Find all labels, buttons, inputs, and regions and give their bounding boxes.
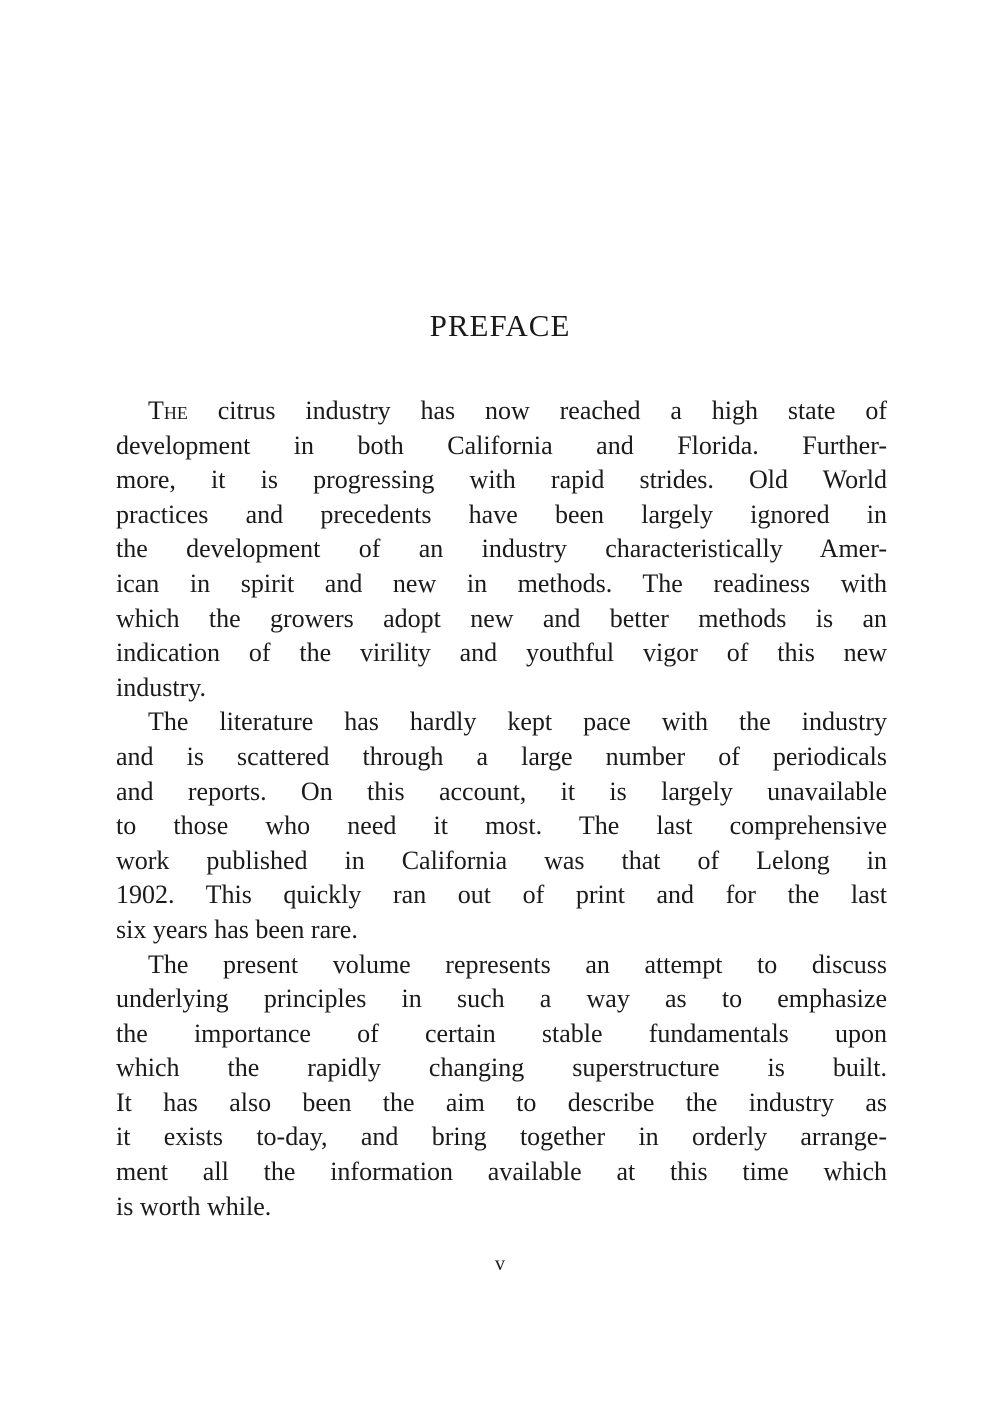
text-line: The literature has hardly kept pace with the industry [148, 707, 887, 737]
text-line: more, it is progressing with rapid strides. Old World [116, 465, 887, 495]
text-line-content: citrus industry has now reached a high state of [187, 396, 887, 425]
text-line: the importance of certain stable fundamentals upon [116, 1018, 887, 1048]
text-line: ican in spirit and new in methods. The readiness with [116, 568, 887, 598]
text-line: The present volume represents an attempt to discuss [148, 949, 887, 979]
text-line: it exists to-day, and bring together in orderly arrange- [116, 1122, 887, 1152]
text-line: which the growers adopt new and better methods is an [116, 603, 887, 633]
text-line: ment all the information available at this time which [116, 1157, 887, 1187]
text-line: to those who need it most. The last comprehensive [116, 811, 887, 841]
text-line: which the rapidly changing superstructure is built. [116, 1053, 887, 1083]
text-line: and reports. On this account, it is largely unavailable [116, 776, 887, 806]
preface-body [116, 394, 887, 1224]
text-line: 1902. This quickly ran out of print and for the last [116, 880, 887, 910]
lead-word: The [148, 396, 188, 425]
text-line: the development of an industry characteristically Amer- [116, 534, 887, 564]
paragraph-1 [116, 394, 887, 705]
paragraph-2 [116, 705, 887, 947]
text-line: six years has been rare. [116, 914, 358, 944]
text-line: indication of the virility and youthful vigor of this new [116, 638, 887, 668]
text-line: is worth while. [116, 1191, 272, 1221]
text-line: industry. [116, 672, 207, 702]
text-line: development in both California and Florida. Further- [116, 430, 887, 460]
text-line: underlying principles in such a way as to emphasize [116, 984, 887, 1014]
paragraph-3 [116, 948, 887, 1225]
page-title: PREFACE [429, 308, 571, 343]
text-line [116, 394, 887, 429]
text-line: practices and precedents have been largely ignored in [116, 499, 887, 529]
text-line: It has also been the aim to describe the industry as [116, 1087, 887, 1117]
text-line: and is scattered through a large number of periodicals [116, 741, 887, 771]
text-line: work published in California was that of Lelong in [116, 845, 887, 875]
page-number: v [495, 1253, 505, 1275]
